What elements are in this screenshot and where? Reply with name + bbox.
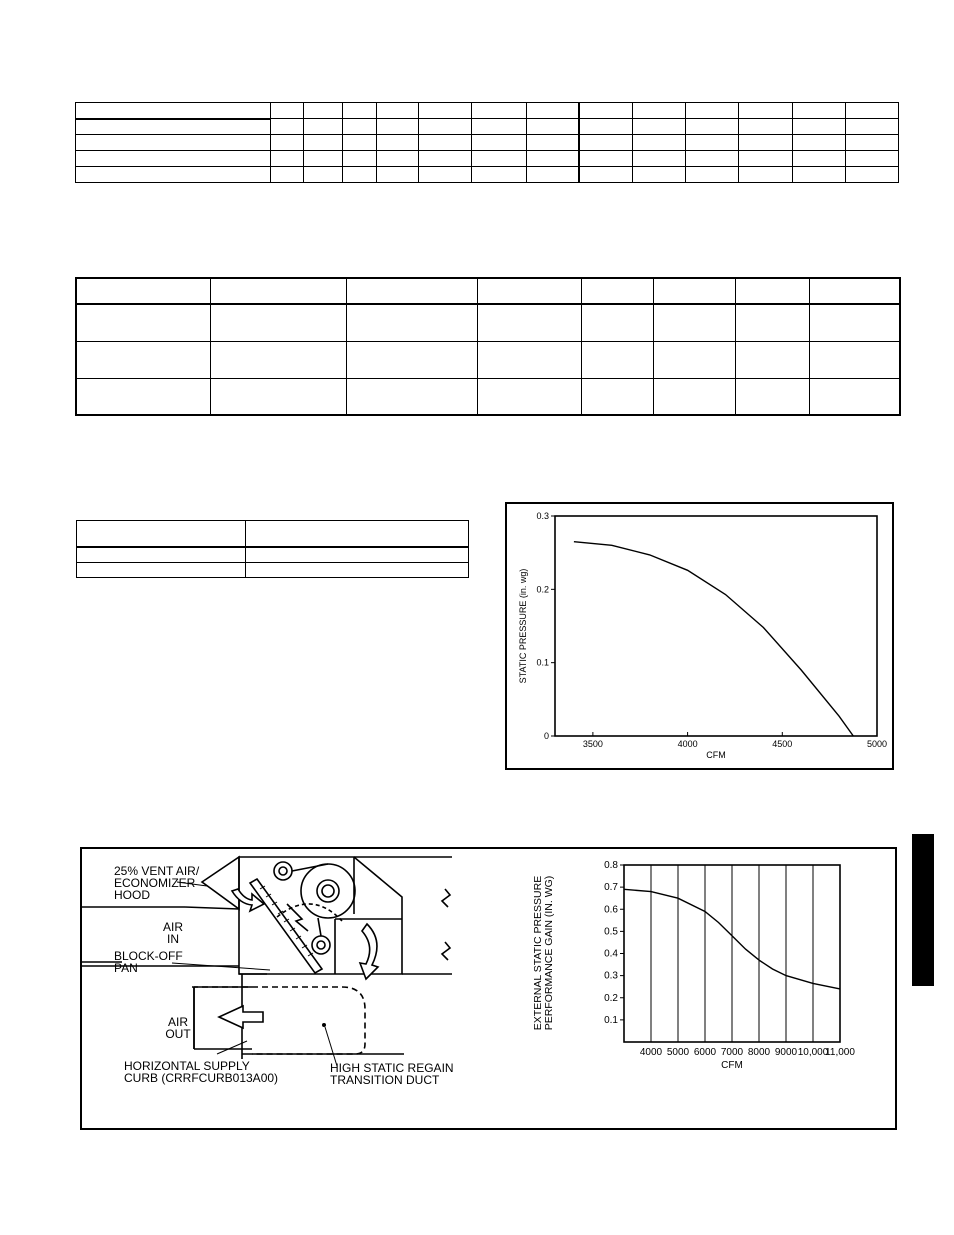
y-tick-label: 0.1 (536, 657, 549, 668)
table-row (76, 167, 899, 183)
y-axis-label-line-1: EXTERNAL STATIC PRESSURE (532, 875, 544, 1031)
actuator-wheel (301, 864, 355, 918)
y-axis-label-line-2: PERFORMANCE GAIN (IN. WG) (543, 875, 555, 1031)
hood-label-line-1: 25% VENT AIR/ (114, 864, 200, 878)
performance-gain-chart (522, 855, 882, 1095)
table-row (76, 378, 900, 415)
cabinet (239, 857, 402, 974)
air-out-label-line-1: AIR (167, 1015, 189, 1029)
series-line (574, 542, 853, 736)
table-row (76, 304, 900, 341)
economizer-hood-diagram (82, 849, 502, 1128)
duct-label (330, 1061, 454, 1087)
x-axis-label: CFM (706, 750, 726, 760)
x-tick-label: 6000 (693, 1047, 717, 1058)
air-in-label-line-2: IN (167, 932, 179, 946)
x-tick-label: 5000 (866, 739, 888, 749)
section-tab (912, 834, 934, 986)
air-out-arrow (219, 1006, 263, 1028)
x-tick-label: 4000 (639, 1047, 663, 1058)
table-row (77, 547, 469, 562)
table-row (76, 103, 899, 119)
figure-panel (80, 847, 897, 1130)
hood-label-line-2: ECONOMIZER (114, 876, 196, 890)
curb-label-line-2: CURB (CRRFCURB013A00) (124, 1071, 279, 1085)
curb-label-line-1: HORIZONTAL SUPPLY (124, 1059, 250, 1073)
table-row (76, 278, 900, 304)
damper-blade (250, 879, 322, 973)
block-off-label (114, 949, 183, 975)
x-tick-label: 9000 (774, 1047, 798, 1058)
y-tick-label: 0.2 (604, 992, 618, 1004)
air-out-label (165, 1015, 191, 1041)
y-tick-label: 0 (543, 731, 549, 741)
y-tick-label: 0.7 (604, 882, 618, 894)
table-row (76, 151, 899, 167)
x-tick-label: 10,000 (797, 1047, 829, 1058)
x-tick-label: 3500 (582, 739, 603, 749)
table-row (77, 562, 469, 577)
chart-1-panel (505, 502, 894, 770)
return-arrow (360, 924, 378, 979)
table-2 (75, 277, 901, 416)
y-tick-label: 0.2 (536, 584, 549, 595)
x-tick-label: 4500 (772, 739, 793, 749)
y-tick-label: 0.6 (604, 904, 618, 916)
hood-label-line-3: HOOD (114, 888, 150, 902)
y-tick-label: 0.8 (604, 860, 618, 871)
y-tick-label: 0.3 (536, 511, 549, 521)
x-tick-label: 7000 (720, 1047, 744, 1058)
y-axis-label (532, 876, 555, 1031)
air-in-label-line-1: AIR (162, 920, 184, 934)
x-tick-label: 8000 (747, 1047, 771, 1058)
y-tick-label: 0.4 (604, 948, 618, 960)
air-out-label-line-2: OUT (165, 1027, 191, 1041)
table-row (76, 135, 899, 151)
duct-label-line-2: TRANSITION DUCT (330, 1073, 440, 1087)
table-row (76, 341, 900, 378)
block-off-label-line-1: BLOCK-OFF (114, 949, 183, 963)
x-axis-label: CFM (721, 1060, 743, 1071)
table-row (77, 521, 469, 547)
duct-label-line-1: HIGH STATIC REGAIN (330, 1061, 454, 1075)
curb-label (124, 1059, 278, 1085)
x-tick-label: 11,000 (825, 1047, 855, 1058)
y-tick-label: 0.3 (604, 970, 618, 982)
y-axis-label: STATIC PRESSURE (in. wg) (518, 568, 528, 684)
x-tick-label: 5000 (666, 1047, 690, 1058)
y-tick-label: 0.5 (604, 926, 618, 938)
hood-label (114, 864, 200, 902)
block-off-label-line-2: PAN (114, 961, 138, 975)
air-in-label (163, 920, 183, 946)
y-tick-label: 0.1 (604, 1014, 618, 1026)
table-1 (75, 102, 899, 183)
hood-shape (202, 857, 239, 909)
table-row (76, 119, 899, 135)
x-tick-label: 4000 (677, 739, 698, 749)
static-pressure-chart (507, 504, 892, 768)
table-3 (76, 520, 469, 578)
